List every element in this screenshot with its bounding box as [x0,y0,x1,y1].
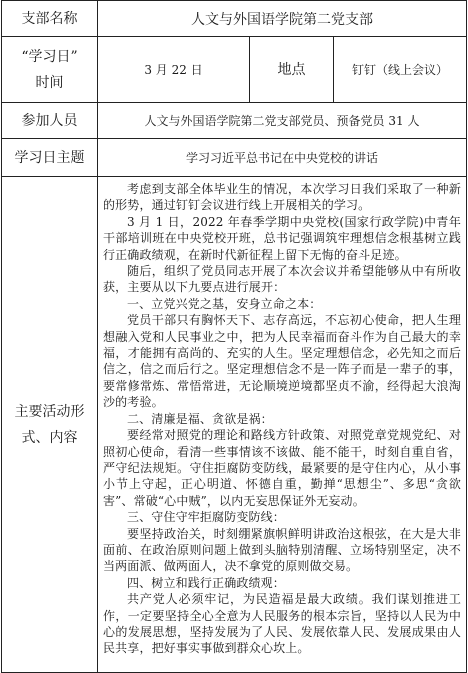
study-day-label [2,37,98,103]
section-heading: 一、立党兴党之基，安身立命之本： [127,296,322,311]
section-heading: 四、树立和践行正确政绩观： [127,575,285,590]
content-paragraph: 党员干部只有胸怀天下、志存高远，不忘初心使命，把人生理想融入党和人民事业之中，把为人民幸福而奋斗作为自己最大的幸福，才能拥有高尚的、充实的人生。坚定理想信念，必先知之而后信之，信之而后行之。坚定理想信念不是一阵子而是一辈子的事，要常修常炼、常悟常进，无论顺境逆境都坚贞不渝，经得起大浪淘沙的考验。 [103,313,461,410]
participants-label: 参加人员 [2,103,98,139]
theme-label: 学习日主题 [2,139,98,177]
section-heading: 三、守住守牢拒腐防变防线： [127,510,285,525]
theme-value: 学习习近平总书记在中央党校的讲话 [98,139,467,177]
row-branch [2,1,467,37]
content-body [98,177,467,673]
branch-name-value: 人文与外国语学院第二党支部 [98,1,467,37]
row-participants [2,103,467,139]
content-paragraph: 3 月 1 日，2022 年春季学期中央党校(国家行政学院)中青年干部培训班在中央党校开班，总书记强调筑牢理想信念根基树立践行正确政绩观，在新时代新征程上留下无悔的奋斗足迹。 [103,214,461,262]
row-date-location [2,37,467,103]
study-record-form [1,0,467,673]
content-paragraph: 随后，组织了党员同志开展了本次会议并希望能够从中有所收获，主要从以下九要点进行展开： [103,264,461,295]
content-paragraph: 共产党人必须牢记，为民造福是最大政绩。我们谋划推进工作，一定要坚持全心全意为人民服务的根本宗旨，坚持以人民为中心的发展思想，坚持发展为了人民、发展依靠人民、发展成果由人民共享，把好事实事做到群众心坎上。 [103,592,461,656]
study-day-label-line2: 时间 [35,74,64,91]
branch-name-label: 支部名称 [2,1,98,37]
location-value: 钉钉（线上会议） [334,37,467,103]
study-day-label-line1: “学习日” [21,48,78,65]
content-paragraph: 要经常对照党的理论和路线方针政策、对照党章党规党纪、对照初心使命，看清一些事情该不该做、能不能干，时刻自重自省，严守纪法规矩。守住拒腐防变防线，最紧要的是守住内心，从小事小节上守起，正心明道、怀德自重，勤掸“思想尘”、多思“贪欲害”、常破“心中贼”，以内无妄思保证外无妄动。 [103,428,461,508]
content-label: 主要活动形式、内容 [2,177,98,673]
content-paragraph: 考虑到支部全体毕业生的情况，本次学习日我们采取了一种新的形势，通过钉钉会议进行线上开展相关的学习。 [103,182,461,213]
section-heading: 二、清廉是福、贪欲是祸： [127,411,273,426]
date-value: 3 月 22 日 [98,37,250,103]
location-label: 地点 [250,37,334,103]
content-paragraph: 要坚持政治关，时刻绷紧旗帜鲜明讲政治这根弦，在大是大非面前、在政治原则问题上做到头脑特别清醒、立场特别坚定，决不当两面派、做两面人，决不拿党的原则做交易。 [103,526,461,574]
row-content [2,177,467,673]
row-theme [2,139,467,177]
participants-value: 人文与外国语学院第二党支部党员、预备党员 31 人 [98,103,467,139]
